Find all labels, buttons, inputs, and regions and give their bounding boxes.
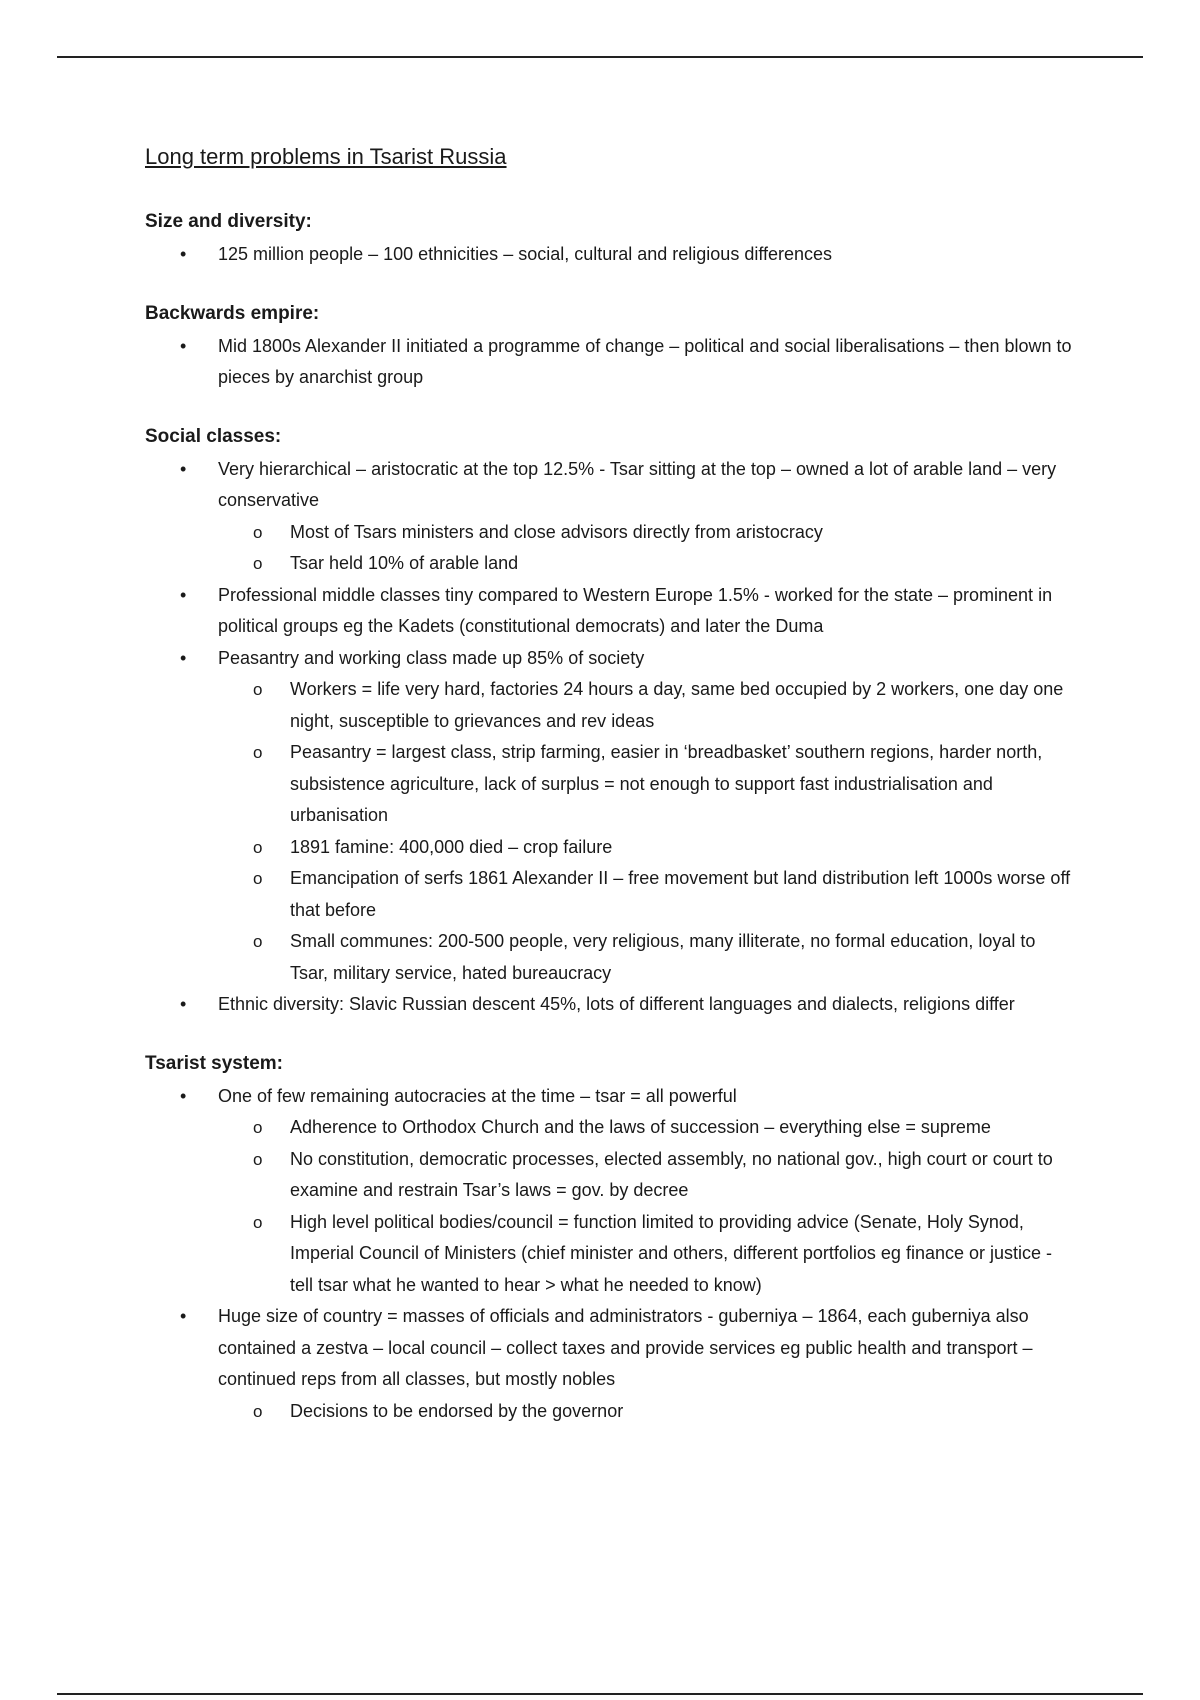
sub-list-item-text: Small communes: 200-500 people, very religious, many illiterate, no formal education, loyal to Tsar, military service, hated bureaucracy (290, 931, 1036, 983)
page-title: Long term problems in Tsarist Russia (145, 144, 507, 169)
sub-list-item (218, 1144, 1075, 1207)
sub-list-item-text: Peasantry = largest class, strip farming, easier in ‘breadbasket’ southern regions, harder north, subsistence agriculture, lack of surplus = not enough to support fast industrialisation and urbanisation (290, 742, 1043, 825)
header-rule (57, 56, 1143, 58)
list-item (145, 989, 1075, 1021)
section-size-diversity (145, 209, 1075, 271)
list-item-text: One of few remaining autocracies at the time – tsar = all powerful (218, 1085, 737, 1106)
sub-bullet-icon: o (253, 837, 263, 857)
section-heading: Size and diversity: (145, 211, 312, 232)
sub-list-item (218, 674, 1075, 737)
sub-list-item-text: High level political bodies/council = function limited to providing advice (Senate, Holy Synod, Imperial Council of Ministers (chief minister and others, different portfolios eg finance or justice - tell tsar what he wanted to hear > what he needed to know) (290, 1211, 1053, 1295)
sub-list-item (218, 926, 1075, 989)
section-heading: Tsarist system: (145, 1052, 283, 1074)
sub-list-item-text: Emancipation of serfs 1861 Alexander II – free movement but land distribution left 1000s worse off that before (290, 868, 1071, 920)
sub-list-item-text: Most of Tsars ministers and close advisors directly from aristocracy (290, 521, 823, 542)
document-body (145, 143, 1075, 1457)
sub-list-item-text: No constitution, democratic processes, elected assembly, no national gov., high court or court to examine and restrain Tsar’s laws = gov. by decree (290, 1148, 1053, 1200)
sub-bullet-icon: o (253, 743, 263, 762)
list-item-text: Mid 1800s Alexander II initiated a programme of change – political and social liberalisations – then blown to pieces by anarchist group (218, 335, 1072, 387)
sub-bullet-icon: o (253, 869, 263, 888)
sub-bullet-icon: o (253, 932, 263, 951)
list-item (145, 1081, 1075, 1302)
sub-bullet-icon: o (253, 1149, 263, 1169)
sub-list-item (218, 1112, 1075, 1144)
bullet-icon: • (180, 244, 187, 264)
list-item (145, 1301, 1075, 1427)
sub-list-item (218, 863, 1075, 926)
section-backwards-empire (145, 301, 1075, 394)
list-item (145, 454, 1075, 580)
list-item-text: Huge size of country = masses of officials and administrators - guberniya – 1864, each guberniya also contained a zestva – local council – collect taxes and provide services eg public health and transport – continued reps from all classes, but mostly nobles (218, 1306, 1033, 1389)
bullet-icon: • (180, 584, 187, 605)
bullet-icon: • (180, 335, 187, 356)
sub-list-item (218, 737, 1075, 832)
sub-list-item (218, 1396, 1075, 1428)
bullet-icon: • (180, 1085, 187, 1106)
list-item (145, 239, 1075, 271)
sub-list-item (218, 832, 1075, 864)
list-item (145, 580, 1075, 643)
list-item-text: Peasantry and working class made up 85% of society (218, 647, 645, 668)
sub-list-item-text: 1891 famine: 400,000 died – crop failure (290, 836, 613, 857)
list-item (145, 331, 1075, 394)
sub-bullet-icon: o (253, 1118, 263, 1137)
section-heading: Backwards empire: (145, 302, 320, 324)
sub-list-item (218, 1207, 1075, 1302)
bullet-icon: • (180, 994, 187, 1014)
list-item (145, 643, 1075, 990)
sub-bullet-icon: o (253, 680, 263, 699)
sub-list-item-text: Decisions to be endorsed by the governor (290, 1400, 624, 1421)
list-item-text: Very hierarchical – aristocratic at the top 12.5% - Tsar sitting at the top – owned a lot of arable land – very conservative (218, 458, 1057, 510)
bullet-icon: • (180, 458, 187, 479)
sub-list-item-text: Workers = life very hard, factories 24 hours a day, same bed occupied by 2 workers, one day one night, susceptible to grievances and rev ideas (290, 679, 1064, 731)
sub-list-item (218, 548, 1075, 580)
list-item-text: Professional middle classes tiny compared to Western Europe 1.5% - worked for the state – prominent in political groups eg the Kadets (constitutional democrats) and later the Duma (218, 584, 1053, 636)
list-item-text: Ethnic diversity: Slavic Russian descent 45%, lots of different languages and dialects, religions differ (218, 994, 1015, 1014)
section-tsarist-system (145, 1051, 1075, 1428)
sub-list-item (218, 517, 1075, 549)
sub-bullet-icon: o (253, 522, 263, 542)
bullet-icon: • (180, 647, 187, 668)
sub-bullet-icon: o (253, 1212, 263, 1232)
sub-list-item-text: Tsar held 10% of arable land (290, 553, 519, 573)
sub-list-item-text: Adherence to Orthodox Church and the laws of succession – everything else = supreme (290, 1117, 991, 1137)
list-item-text: 125 million people – 100 ethnicities – social, cultural and religious differences (218, 244, 833, 264)
bullet-icon: • (180, 1306, 187, 1326)
sub-bullet-icon: o (253, 1401, 263, 1421)
footer-rule (57, 1693, 1143, 1695)
section-heading: Social classes: (145, 425, 282, 447)
sub-bullet-icon: o (253, 554, 263, 573)
section-social-classes (145, 424, 1075, 1021)
